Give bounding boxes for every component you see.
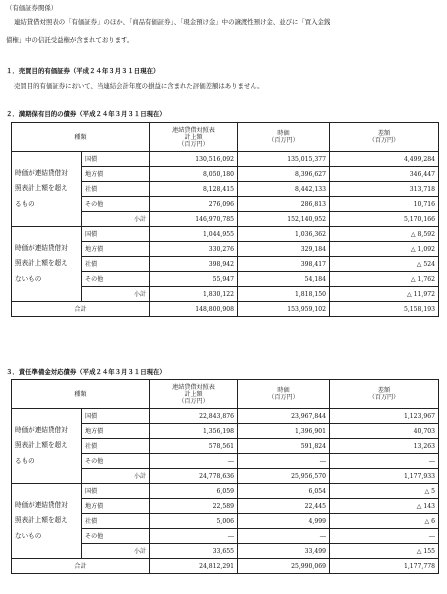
row-fair-value: 4,999 <box>238 514 330 529</box>
subtotal-book-value: 146,970,785 <box>150 212 238 227</box>
row-difference: △ 6 <box>330 514 439 529</box>
subtotal-fair-value: 25,956,570 <box>238 469 330 484</box>
total-label: 合計 <box>12 302 150 317</box>
section1-title: １．売買目的有価証券（平成２４年３月３１日現在） <box>6 67 160 75</box>
header-fair-value: 時価 （百万円） <box>238 123 330 152</box>
intro-line-2: 債権」中の信託受益権が含まれております。 <box>6 36 134 44</box>
total-fair-value: 25,990,069 <box>238 559 330 574</box>
row-type: 地方債 <box>82 167 150 182</box>
row-book-value: 22,589 <box>150 499 238 514</box>
header-difference: 差額 （百万円） <box>330 123 439 152</box>
subtotal-difference: 5,170,166 <box>330 212 439 227</box>
table-row <box>12 227 439 242</box>
header-book-value: 連結貸借対照表 計上額 （百万円） <box>150 380 238 409</box>
header-difference: 差額 （百万円） <box>330 380 439 409</box>
row-fair-value: 1,036,362 <box>238 227 330 242</box>
row-type: 国債 <box>82 484 150 499</box>
row-difference: 1,123,967 <box>330 409 439 424</box>
policy-reserve-table <box>11 379 439 574</box>
row-fair-value: 286,813 <box>238 197 330 212</box>
section2-title: ２．満期保有目的の債券（平成２４年３月３１日現在） <box>6 110 166 118</box>
row-book-value: 5,006 <box>150 514 238 529</box>
row-book-value: 55,947 <box>150 272 238 287</box>
intro-line-1: 連結貸借対照表の「有価証券」のほか、「商品有価証券」、「現金預け金」中の譲渡性預け金、並びに「買入金銭 <box>14 18 331 26</box>
row-difference: △ 8,592 <box>330 227 439 242</box>
total-row <box>12 559 439 574</box>
row-difference: 10,716 <box>330 197 439 212</box>
row-type: 国債 <box>82 227 150 242</box>
row-type: その他 <box>82 197 150 212</box>
total-book-value: 148,800,908 <box>150 302 238 317</box>
total-difference: 1,177,778 <box>330 559 439 574</box>
row-book-value: 8,050,180 <box>150 167 238 182</box>
subtotal-difference: 1,177,933 <box>330 469 439 484</box>
subtotal-label: 小計 <box>82 544 150 559</box>
total-book-value: 24,812,291 <box>150 559 238 574</box>
row-book-value: ― <box>150 454 238 469</box>
row-type: その他 <box>82 454 150 469</box>
row-book-value: 276,096 <box>150 197 238 212</box>
row-book-value: 130,516,092 <box>150 152 238 167</box>
row-type: 社債 <box>82 439 150 454</box>
row-fair-value: 398,417 <box>238 257 330 272</box>
row-book-value: ― <box>150 529 238 544</box>
row-fair-value: 329,184 <box>238 242 330 257</box>
row-type: その他 <box>82 272 150 287</box>
total-difference: 5,158,193 <box>330 302 439 317</box>
group-label-not-exceeds: 時価が連結貸借対 照表計上額を超え ないもの <box>12 227 82 302</box>
section1-body: 売買目的有価証券において、当連結会計年度の損益に含まれた評価差額はありません。 <box>14 82 264 90</box>
subtotal-fair-value: 33,499 <box>238 544 330 559</box>
total-row <box>12 302 439 317</box>
group-label-exceeds: 時価が連結貸借対 照表計上額を超え るもの <box>12 152 82 227</box>
table-row <box>12 484 439 499</box>
row-book-value: 330,276 <box>150 242 238 257</box>
subtotal-label: 小計 <box>82 287 150 302</box>
row-book-value: 6,059 <box>150 484 238 499</box>
row-difference: ― <box>330 529 439 544</box>
row-difference: ― <box>330 454 439 469</box>
row-fair-value: 8,442,133 <box>238 182 330 197</box>
subtotal-difference: △ 11,972 <box>330 287 439 302</box>
header-fair-value: 時価 （百万円） <box>238 380 330 409</box>
row-book-value: 1,356,198 <box>150 424 238 439</box>
row-book-value: 8,128,415 <box>150 182 238 197</box>
row-type: 社債 <box>82 514 150 529</box>
group-label-exceeds: 時価が連結貸借対 照表計上額を超え るもの <box>12 409 82 484</box>
group-label-not-exceeds: 時価が連結貸借対 照表計上額を超え ないもの <box>12 484 82 559</box>
table-row <box>12 409 439 424</box>
row-fair-value: 22,445 <box>238 499 330 514</box>
row-fair-value: 1,396,901 <box>238 424 330 439</box>
securities-heading: （有価証券関係） <box>6 4 58 12</box>
row-difference: △ 524 <box>330 257 439 272</box>
row-type: 地方債 <box>82 242 150 257</box>
row-difference: 346,447 <box>330 167 439 182</box>
row-type: 地方債 <box>82 499 150 514</box>
row-type: 社債 <box>82 182 150 197</box>
row-difference: 4,499,284 <box>330 152 439 167</box>
subtotal-label: 小計 <box>82 469 150 484</box>
row-fair-value: 54,184 <box>238 272 330 287</box>
total-label: 合計 <box>12 559 150 574</box>
row-book-value: 578,561 <box>150 439 238 454</box>
table-row <box>12 152 439 167</box>
row-fair-value: ― <box>238 454 330 469</box>
row-fair-value: 591,824 <box>238 439 330 454</box>
held-to-maturity-table <box>11 122 439 317</box>
subtotal-label: 小計 <box>82 212 150 227</box>
row-book-value: 398,942 <box>150 257 238 272</box>
row-difference: △ 1,092 <box>330 242 439 257</box>
row-book-value: 22,843,876 <box>150 409 238 424</box>
header-type: 種類 <box>12 123 150 152</box>
row-type: 国債 <box>82 409 150 424</box>
row-difference: 40,703 <box>330 424 439 439</box>
header-type: 種類 <box>12 380 150 409</box>
row-difference: △ 143 <box>330 499 439 514</box>
row-fair-value: ― <box>238 529 330 544</box>
row-fair-value: 23,967,844 <box>238 409 330 424</box>
table-header-row <box>12 123 439 152</box>
subtotal-book-value: 24,778,636 <box>150 469 238 484</box>
row-type: 国債 <box>82 152 150 167</box>
subtotal-book-value: 33,655 <box>150 544 238 559</box>
row-difference: 13,263 <box>330 439 439 454</box>
row-fair-value: 135,015,377 <box>238 152 330 167</box>
row-difference: 313,718 <box>330 182 439 197</box>
header-book-value: 連結貸借対照表 計上額 （百万円） <box>150 123 238 152</box>
row-type: その他 <box>82 529 150 544</box>
subtotal-fair-value: 152,140,952 <box>238 212 330 227</box>
table-header-row <box>12 380 439 409</box>
row-fair-value: 8,396,627 <box>238 167 330 182</box>
row-fair-value: 6,054 <box>238 484 330 499</box>
row-type: 社債 <box>82 257 150 272</box>
row-type: 地方債 <box>82 424 150 439</box>
row-difference: △ 5 <box>330 484 439 499</box>
row-difference: △ 1,762 <box>330 272 439 287</box>
total-fair-value: 153,959,102 <box>238 302 330 317</box>
section3-title: ３．責任準備金対応債券（平成２４年３月３１日現在） <box>6 368 166 376</box>
subtotal-difference: △ 155 <box>330 544 439 559</box>
subtotal-fair-value: 1,818,150 <box>238 287 330 302</box>
subtotal-book-value: 1,830,122 <box>150 287 238 302</box>
row-book-value: 1,044,955 <box>150 227 238 242</box>
